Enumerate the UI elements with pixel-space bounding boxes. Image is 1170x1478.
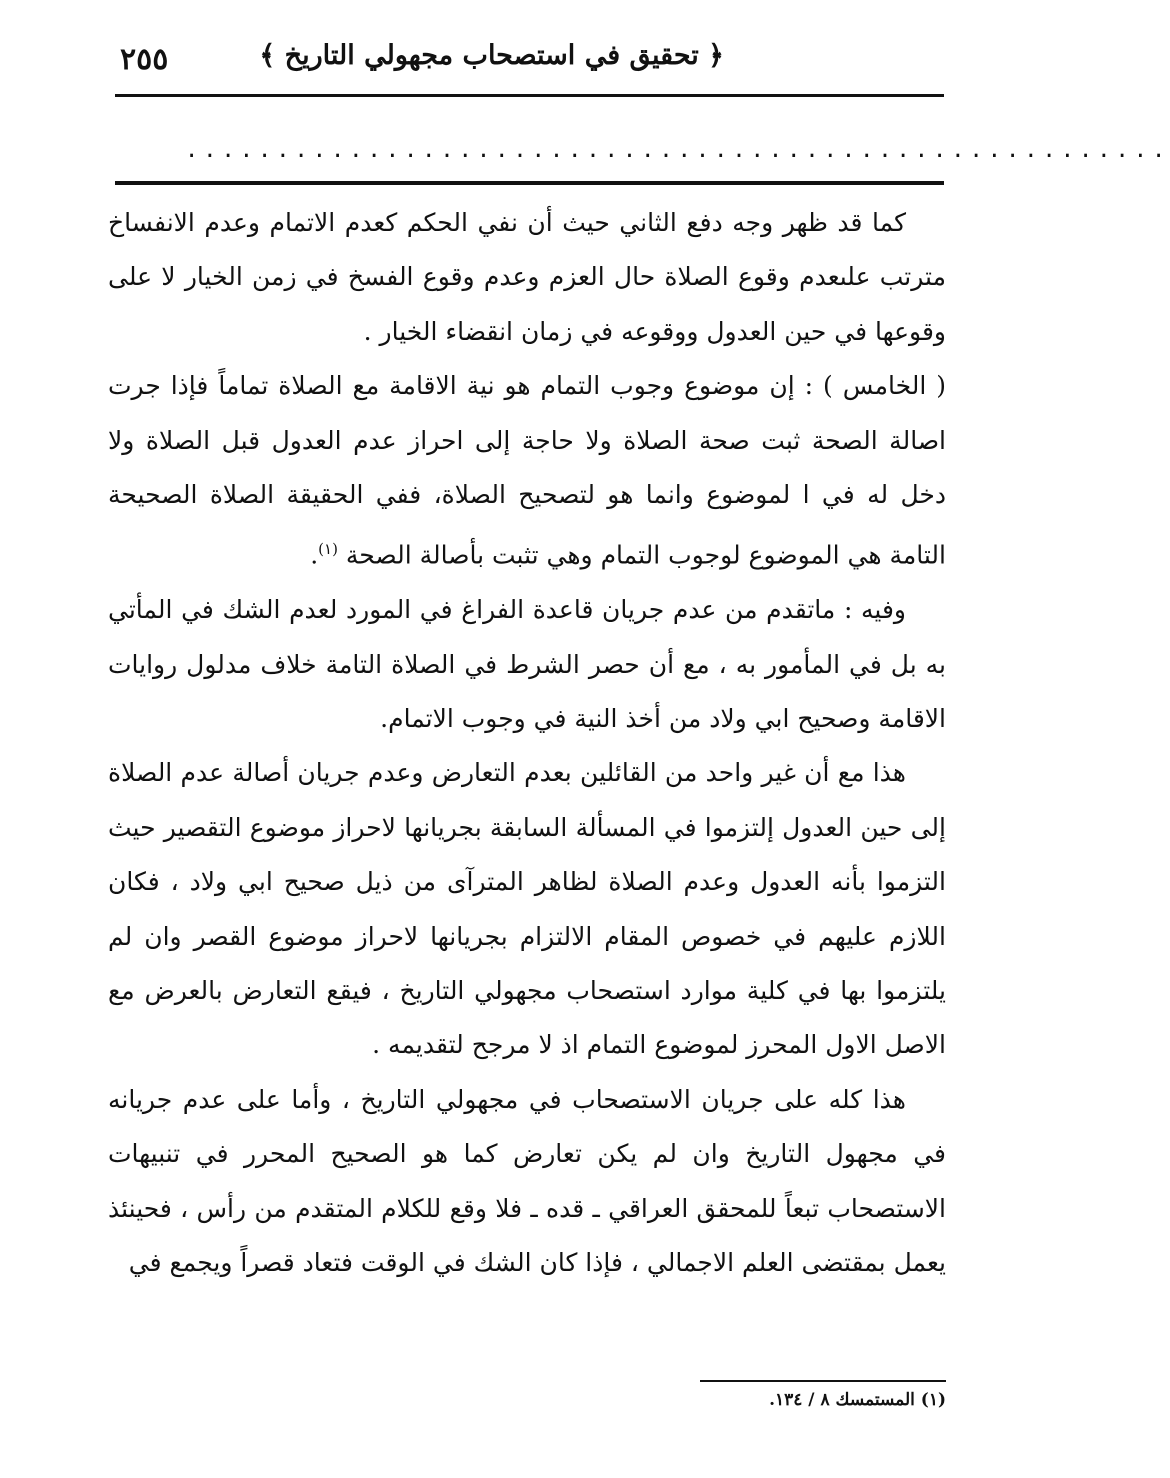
separator-dots: ......................................................	[185, 138, 1170, 163]
paragraph-3: وفيه : ماتقدم من عدم جريان قاعدة الفراغ في المورد لعدم الشك في المأتي به بل في المأمور به ، مع أن حصر الشرط في الصلاة التامة خلاف مدلول روايات الاقامة وصحيح ابي ولاد من أخذ النية في وجوب الاتمام.	[108, 595, 946, 733]
paragraph-2: ( الخامس ) : إن موضوع وجوب التمام هو نية الاقامة مع الصلاة تماماً فإذا جرت اصالة الصحة ثبت صحة الصلاة ولا حاجة إلى احراز عدم العدول قبل الصلاة ولا دخل له في ا لموضوع وانما هو لتصحيح الصلاة، ففي الحقيقة الصلاة الصحيحة التامة هي الموضوع لوجوب التمام وهي تثبت بأصالة الصحة $^{(١)}$.	[108, 371, 946, 570]
paragraph-5: هذا كله على جريان الاستصحاب في مجهولي التاريخ ، وأما على عدم جريانه في مجهول التاريخ وان لم يكن تعارض كما هو الصحيح المحرر في تنبيهات الاستصحاب تبعاً للمحقق العراقي ـ قده ـ فلا وقع للكلام المتقدم من رأس ، فحينئذ يعمل بمقتضى العلم الاجمالي ، فإذا كان الشك في الوقت فتعاد قصراً ويجمع في	[108, 1084, 946, 1278]
footnote-marker: (١)	[318, 540, 338, 559]
page-number: ٢٥٥	[120, 42, 169, 77]
paragraph-4: هذا مع أن غير واحد من القائلين بعدم التعارض وعدم جريان أصالة عدم الصلاة إلى حين العدول إلتزموا في المسألة السابقة بجريانها لاحراز موضوع التقصير حيث التزموا بأنه العدول وعدم الصلاة لظاهر المترآى من ذيل صحيح ابي ولاد ، فكان اللازم عليهم في خصوص المقام الالتزام بجريانها لاحراز موضوع القصر وان لم يلتزموا بها في كلية موارد استصحاب مجهولي التاريخ ، فيقع التعارض بالعرض مع الاصل الاول المحرز لموضوع التمام اذ لا مرجح لتقديمه .	[108, 758, 946, 1060]
header-rule	[115, 94, 944, 97]
running-title: ﴿ تحقيق في استصحاب مجهولي التاريخ ﴾	[259, 40, 724, 71]
paragraph-1: كما قد ظهر وجه دفع الثاني حيث أن نفي الحكم كعدم الاتمام وعدم الانفساخ مترتب علىعدم وقوع الصلاة حال العزم وعدم وقوع الفسخ في زمن الخيار لا على وقوعها في حين العدول ووقوعه في زمان انقضاء الخيار .	[108, 208, 946, 346]
footnote: (١) المستمسك ٨ / ١٣٤.	[769, 1390, 946, 1410]
section-rule	[115, 181, 944, 185]
body-text	[108, 196, 946, 1290]
footnote-rule	[700, 1380, 946, 1382]
